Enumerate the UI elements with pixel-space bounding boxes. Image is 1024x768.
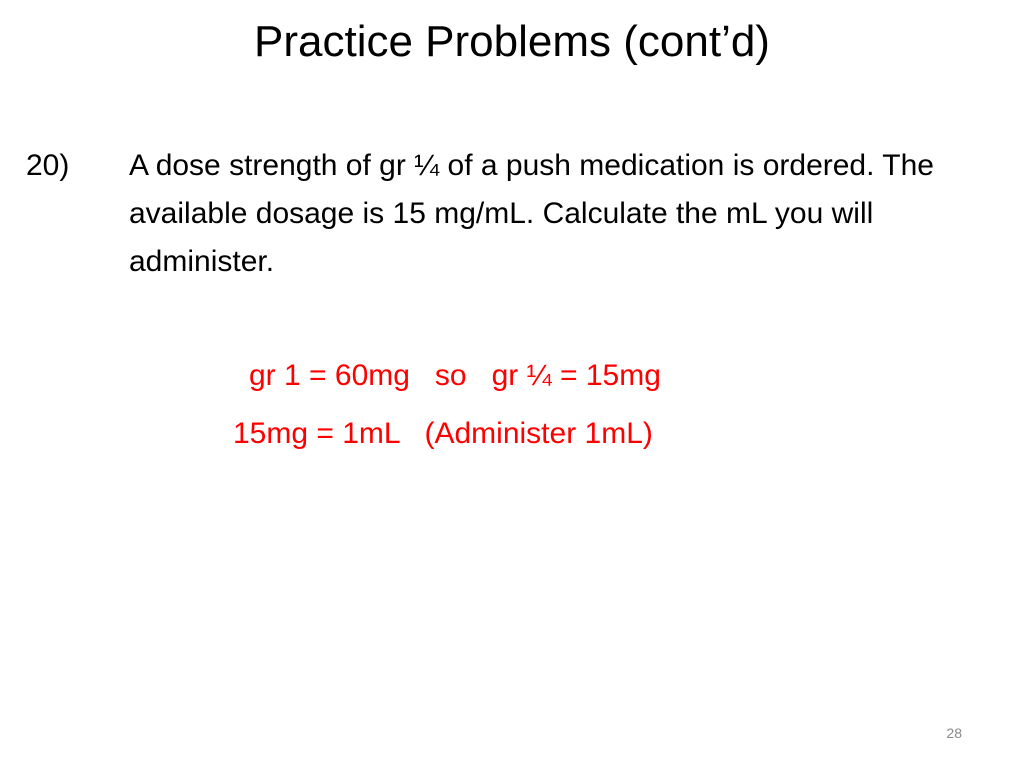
answer-line-dose: 15mg = 1mL (Administer 1mL): [233, 417, 653, 450]
problem-number: 20): [26, 149, 70, 182]
page-number: 28: [946, 725, 962, 741]
problem-text: A dose strength of gr ¼ of a push medication is ordered. The available dosage is 15 mg/mL. Calculate the mL you will administer.: [129, 149, 934, 278]
slide-title: Practice Problems (cont’d): [254, 17, 770, 66]
answer-line-conversion: gr 1 = 60mg so gr ¼ = 15mg: [249, 359, 661, 392]
